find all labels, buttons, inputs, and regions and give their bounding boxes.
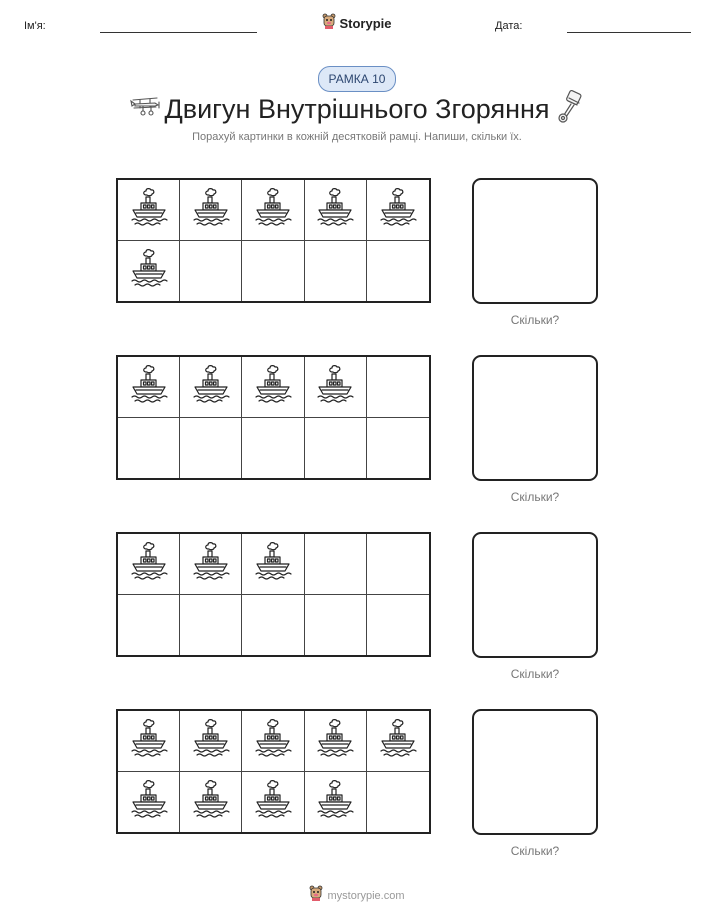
frame-type-badge: РАМКА 10 <box>318 66 396 92</box>
frame-cell <box>305 357 367 418</box>
footer <box>0 885 714 906</box>
frame-cell <box>118 595 180 656</box>
steamboat-icon <box>377 186 419 233</box>
frame-cell <box>367 595 429 656</box>
steamboat-icon <box>128 363 170 410</box>
frame-cell <box>118 711 180 772</box>
answer-label: Скільки? <box>510 313 560 327</box>
frame-cell <box>305 241 367 302</box>
steamboat-icon <box>252 540 294 587</box>
frame-cell <box>118 357 180 418</box>
frame-cell <box>242 711 304 772</box>
frame-cell <box>180 180 242 241</box>
steamboat-icon <box>314 363 356 410</box>
steamboat-icon <box>128 540 170 587</box>
answer-label: Скільки? <box>510 490 560 504</box>
frame-cell <box>180 418 242 479</box>
frame-cell <box>118 241 180 302</box>
steamboat-icon <box>252 717 294 764</box>
answer-box[interactable] <box>472 532 598 658</box>
frame-cell <box>242 241 304 302</box>
steamboat-icon <box>128 247 170 294</box>
frame-cell <box>180 595 242 656</box>
frame-cell <box>180 534 242 595</box>
frame-cell <box>367 534 429 595</box>
frame-cell <box>367 772 429 833</box>
frame-cell <box>367 357 429 418</box>
steamboat-icon <box>128 186 170 233</box>
frame-cell <box>305 180 367 241</box>
frame-cell <box>180 772 242 833</box>
frame-cell <box>180 711 242 772</box>
ten-frame <box>116 355 431 480</box>
frame-cell <box>367 711 429 772</box>
ten-frame <box>116 178 431 303</box>
steamboat-icon <box>252 778 294 825</box>
answer-label: Скільки? <box>510 844 560 858</box>
frame-cell <box>242 772 304 833</box>
frame-cell <box>367 180 429 241</box>
footer-url: mystorypie.com <box>327 889 405 902</box>
frame-cell <box>305 772 367 833</box>
steamboat-icon <box>128 717 170 764</box>
frame-cell <box>118 534 180 595</box>
frame-cell <box>305 711 367 772</box>
frame-cell <box>180 241 242 302</box>
steamboat-icon <box>190 540 232 587</box>
steamboat-icon <box>377 717 419 764</box>
frame-cell <box>305 534 367 595</box>
steamboat-icon <box>314 778 356 825</box>
name-label: Ім'я: <box>24 20 46 32</box>
frame-cell <box>242 534 304 595</box>
storypie-mascot-icon <box>322 13 336 34</box>
piston-icon <box>555 90 585 129</box>
page-title: Двигун Внутрішнього Згоряння <box>164 94 550 124</box>
steamboat-icon <box>252 186 294 233</box>
answer-box[interactable] <box>472 178 598 304</box>
frame-cell <box>118 418 180 479</box>
frame-cell <box>118 180 180 241</box>
frame-cell <box>180 357 242 418</box>
frame-cell <box>242 595 304 656</box>
frame-cell <box>242 418 304 479</box>
answer-box[interactable] <box>472 709 598 835</box>
frame-cell <box>242 357 304 418</box>
brand <box>0 13 714 34</box>
frame-cell <box>305 595 367 656</box>
steamboat-icon <box>314 186 356 233</box>
steamboat-icon <box>190 363 232 410</box>
instructions: Порахуй картинки в кожній десятковій рамці. Напиши, скільки їх. <box>192 131 522 143</box>
date-line[interactable] <box>567 32 691 33</box>
frame-cell <box>305 418 367 479</box>
date-label: Дата: <box>495 20 523 32</box>
brand-name: Storypie <box>339 16 392 31</box>
steamboat-icon <box>128 778 170 825</box>
answer-label: Скільки? <box>510 667 560 681</box>
steamboat-icon <box>190 778 232 825</box>
steamboat-icon <box>252 363 294 410</box>
frame-cell <box>367 418 429 479</box>
frame-cell <box>367 241 429 302</box>
steamboat-icon <box>190 717 232 764</box>
steamboat-icon <box>314 717 356 764</box>
steamboat-icon <box>190 186 232 233</box>
frame-cell <box>242 180 304 241</box>
ten-frame <box>116 532 431 657</box>
storypie-mascot-icon <box>309 885 323 906</box>
frame-cell <box>118 772 180 833</box>
answer-box[interactable] <box>472 355 598 481</box>
ten-frame <box>116 709 431 834</box>
